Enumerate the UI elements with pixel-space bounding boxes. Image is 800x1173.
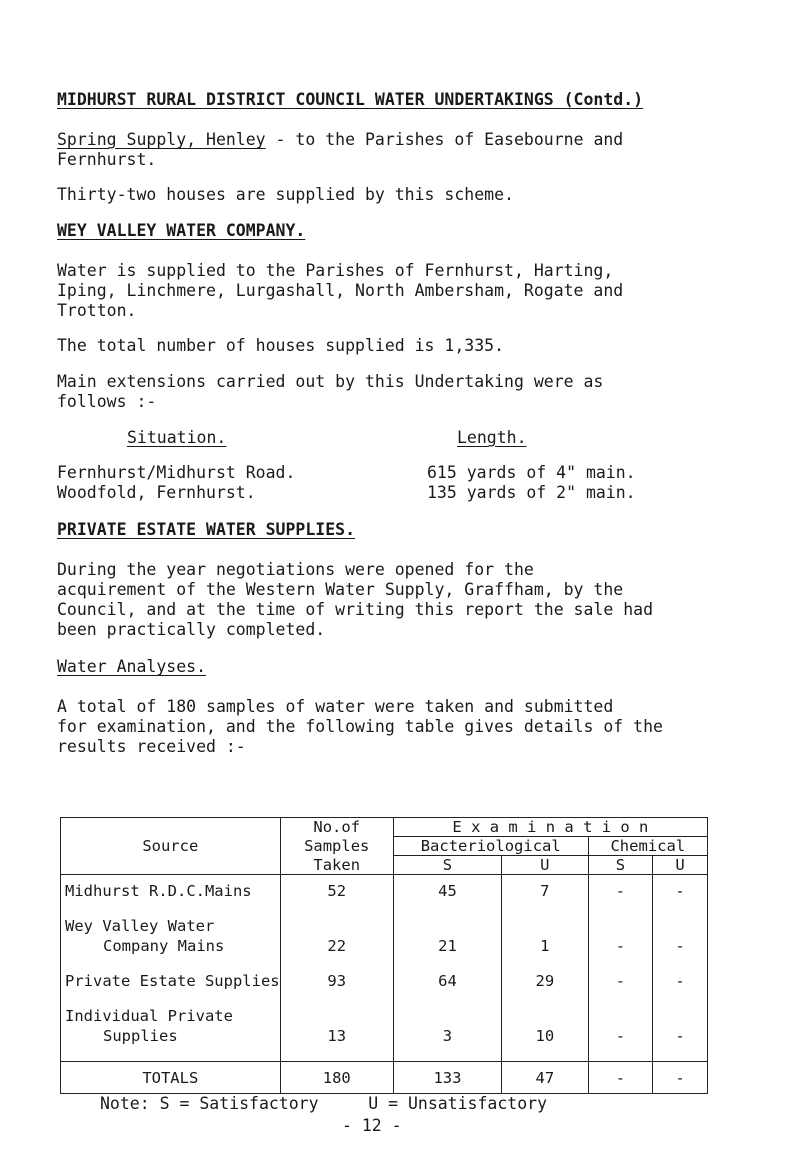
table-note: Note: S = Satisfactory U = Unsatisfactory xyxy=(100,1094,548,1113)
header-bact-s: S xyxy=(393,856,501,875)
spring-houses: Thirty-two houses are supplied by this scheme. xyxy=(57,185,514,204)
analyses-para-line-2: for examination, and the following table gives details of the xyxy=(57,717,663,736)
row-samples: 52 xyxy=(280,881,393,901)
header-examination: E x a m i n a t i o n xyxy=(393,818,707,837)
table-row xyxy=(61,1006,708,1026)
ext-row-length: 615 yards of 4" main. xyxy=(427,463,636,482)
row-source: Wey Valley Water xyxy=(61,916,281,936)
private-para-line-2: acquirement of the Western Water Supply, Graffham, by the xyxy=(57,580,624,599)
spring-line-1-rest: - to the Parishes of Easebourne and xyxy=(265,130,624,149)
header-chem-u: U xyxy=(653,856,708,875)
row-chem-s: - xyxy=(588,971,653,991)
row-bact-s: 21 xyxy=(393,936,501,956)
private-heading: PRIVATE ESTATE WATER SUPPLIES. xyxy=(57,520,356,539)
spring-line-2: Fernhurst. xyxy=(57,150,157,169)
row-source: Individual Private xyxy=(61,1006,281,1026)
totals-chem-s: - xyxy=(588,1062,653,1094)
totals-chem-u: - xyxy=(653,1062,708,1094)
page-header: MIDHURST RURAL DISTRICT COUNCIL WATER UNDERTAKINGS (Contd.) xyxy=(57,90,644,109)
spring-line-1 xyxy=(57,130,623,150)
analyses-heading: Water Analyses. xyxy=(57,657,207,676)
analyses-para-line-3: results received :- xyxy=(57,737,246,756)
row-samples: 93 xyxy=(280,971,393,991)
table-row xyxy=(61,916,708,936)
row-bact-s: 3 xyxy=(393,1026,501,1046)
table-row xyxy=(61,1026,708,1046)
row-chem-s: - xyxy=(588,881,653,901)
header-no-of: No.of xyxy=(280,818,393,837)
ext-row-length: 135 yards of 2" main. xyxy=(427,483,636,502)
wey-heading: WEY VALLEY WATER COMPANY. xyxy=(57,221,306,240)
table-row xyxy=(61,936,708,956)
header-taken: Taken xyxy=(280,856,393,875)
private-para-line-1: During the year negotiations were opened for the xyxy=(57,560,534,579)
ext-row-situation: Fernhurst/Midhurst Road. xyxy=(57,463,296,482)
private-para-line-4: been practically completed. xyxy=(57,620,326,639)
row-bact-s: 64 xyxy=(393,971,501,991)
wey-para-line-3: Trotton. xyxy=(57,301,137,320)
wey-para-line-1: Water is supplied to the Parishes of Fernhurst, Harting, xyxy=(57,261,614,280)
wey-ext-line-2: follows :- xyxy=(57,392,157,411)
col-length: Length. xyxy=(457,428,527,447)
row-bact-u: 10 xyxy=(502,1026,589,1046)
totals-bact-s: 133 xyxy=(393,1062,501,1094)
row-chem-u: - xyxy=(653,881,708,901)
table-row xyxy=(61,881,708,901)
row-chem-s: - xyxy=(588,1026,653,1046)
row-source: Midhurst R.D.C.Mains xyxy=(61,881,281,901)
page-number: - 12 - xyxy=(342,1116,402,1135)
row-bact-u: 7 xyxy=(502,881,589,901)
row-chem-u: - xyxy=(653,936,708,956)
totals-row xyxy=(61,1062,708,1094)
row-chem-u: - xyxy=(653,1026,708,1046)
analyses-table xyxy=(60,817,708,1094)
spring-title: Spring Supply, Henley xyxy=(57,130,266,149)
row-source: Private Estate Supplies xyxy=(61,971,281,991)
row-samples: 22 xyxy=(280,936,393,956)
analyses-para-line-1: A total of 180 samples of water were taken and submitted xyxy=(57,697,614,716)
row-samples: 13 xyxy=(280,1026,393,1046)
row-chem-s: - xyxy=(588,936,653,956)
header-samples: Samples xyxy=(280,837,393,856)
row-bact-u: 1 xyxy=(502,936,589,956)
header-chem-s: S xyxy=(588,856,653,875)
row-bact-u: 29 xyxy=(502,971,589,991)
ext-row-situation: Woodfold, Fernhurst. xyxy=(57,483,256,502)
wey-para-line-2: Iping, Linchmere, Lurgashall, North Ambersham, Rogate and xyxy=(57,281,624,300)
header-source: Source xyxy=(61,818,281,875)
header-chemical: Chemical xyxy=(588,837,707,856)
totals-label: TOTALS xyxy=(61,1062,281,1094)
header-bacteriological: Bacteriological xyxy=(393,837,588,856)
wey-total: The total number of houses supplied is 1,335. xyxy=(57,336,505,355)
totals-bact-u: 47 xyxy=(502,1062,589,1094)
wey-ext-line-1: Main extensions carried out by this Undertaking were as xyxy=(57,372,604,391)
row-bact-s: 45 xyxy=(393,881,501,901)
table-row xyxy=(61,971,708,991)
totals-samples: 180 xyxy=(280,1062,393,1094)
row-source-cont: Supplies xyxy=(61,1026,281,1046)
private-para-line-3: Council, and at the time of writing this report the sale had xyxy=(57,600,654,619)
header-bact-u: U xyxy=(502,856,589,875)
row-source-cont: Company Mains xyxy=(61,936,281,956)
row-chem-u: - xyxy=(653,971,708,991)
col-situation: Situation. xyxy=(127,428,227,447)
